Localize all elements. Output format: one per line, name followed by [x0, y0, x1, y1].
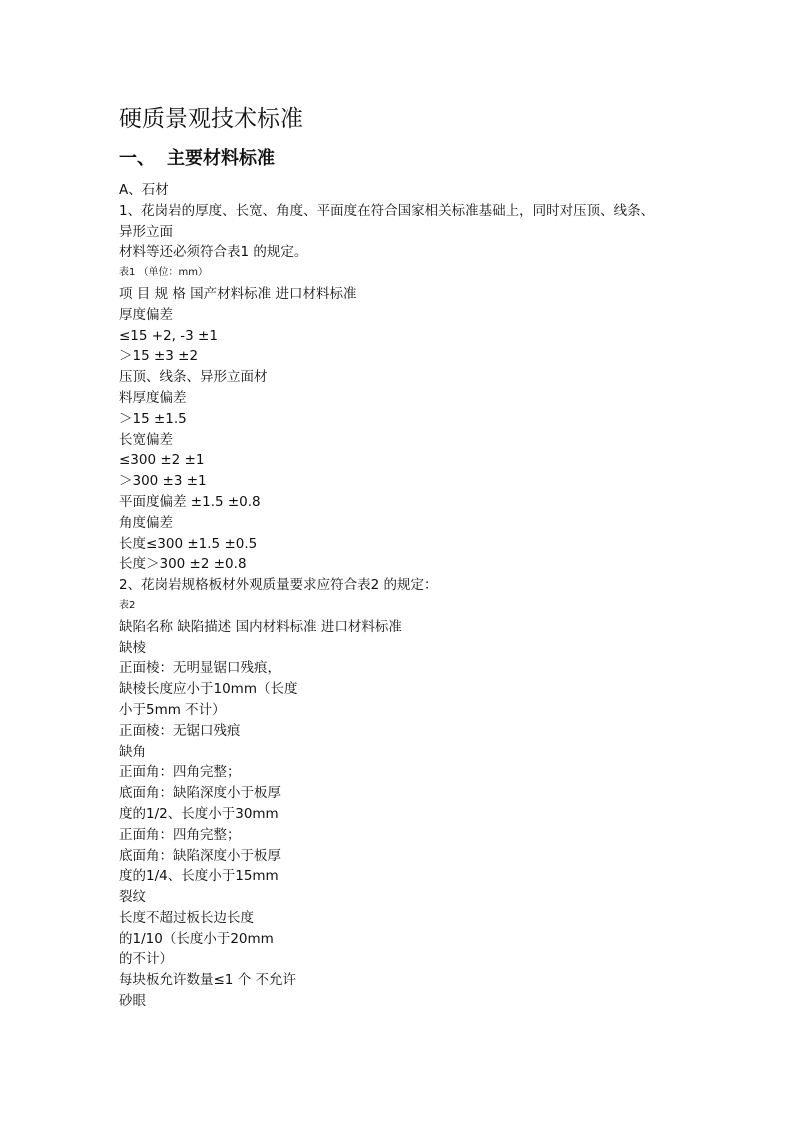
body-line: 底面角：缺陷深度小于板厚 — [119, 785, 281, 802]
body-line: 材料等还必须符合表1 的规定。 — [119, 244, 308, 261]
body-line: ＞15 ±1.5 — [119, 410, 187, 427]
section-heading — [119, 146, 275, 172]
body-line: 异形立面 — [119, 223, 173, 240]
body-line: 的不计） — [119, 951, 173, 968]
body-line: ＞300 ±3 ±1 — [119, 473, 207, 490]
body-line: 缺陷名称 缺陷描述 国内材料标准 进口材料标准 — [119, 618, 402, 635]
body-line: ≤300 ±2 ±1 — [119, 452, 205, 469]
body-line: 度的1/4、长度小于15mm — [119, 868, 279, 885]
body-line: 每块板允许数量≤1 个 不允许 — [119, 972, 296, 989]
section-heading-text: 主要材料标准 — [167, 148, 275, 169]
body-line: 正面角：四角完整； — [119, 826, 241, 843]
body-line: 2、花岗岩规格板材外观质量要求应符合表2 的规定： — [119, 577, 438, 594]
body-line: 平面度偏差 ±1.5 ±0.8 — [119, 493, 261, 510]
body-line: 缺棱 — [119, 639, 146, 656]
section-number: 一、 — [119, 148, 155, 169]
body-line: 压顶、线条、异形立面材 — [119, 369, 268, 386]
body-line: 正面棱：无明显锯口残痕， — [119, 660, 281, 677]
body-line: 小于5mm 不计） — [119, 701, 226, 718]
body-text — [119, 180, 699, 1012]
body-line: 缺棱长度应小于10mm（长度 — [119, 681, 298, 698]
body-line: 项 目 规 格 国产材料标准 进口材料标准 — [119, 285, 357, 302]
body-line: 底面角：缺陷深度小于板厚 — [119, 847, 281, 864]
body-line: 长度不超过板长边长度 — [119, 909, 254, 926]
body-line: 度的1/2、长度小于30mm — [119, 805, 279, 822]
body-line: ＞15 ±3 ±2 — [119, 348, 199, 365]
body-line: A、石材 — [119, 182, 169, 198]
body-line: 砂眼 — [119, 993, 146, 1010]
body-line: 缺角 — [119, 743, 146, 760]
body-line: 料厚度偏差 — [119, 389, 187, 406]
document-title: 硬质景观技术标准 — [119, 106, 303, 132]
body-line: ≤15 +2, -3 ±1 — [119, 327, 218, 344]
body-line: 表2 — [119, 599, 136, 611]
body-line: 长度＞300 ±2 ±0.8 — [119, 556, 247, 573]
body-line: 表1 （单位：mm） — [119, 267, 209, 279]
body-line: 长宽偏差 — [119, 431, 173, 448]
body-line: 1、花岗岩的厚度、长宽、角度、平面度在符合国家相关标准基础上，同时对压顶、线条、 — [119, 202, 655, 219]
body-line: 正面角：四角完整； — [119, 764, 241, 781]
body-line: 角度偏差 — [119, 514, 173, 531]
body-line: 的1/10（长度小于20mm — [119, 930, 274, 947]
body-line: 长度≤300 ±1.5 ±0.5 — [119, 535, 258, 552]
body-line: 裂纹 — [119, 889, 146, 906]
body-line: 正面棱：无锯口残痕 — [119, 722, 241, 739]
body-line: 厚度偏差 — [119, 306, 173, 323]
